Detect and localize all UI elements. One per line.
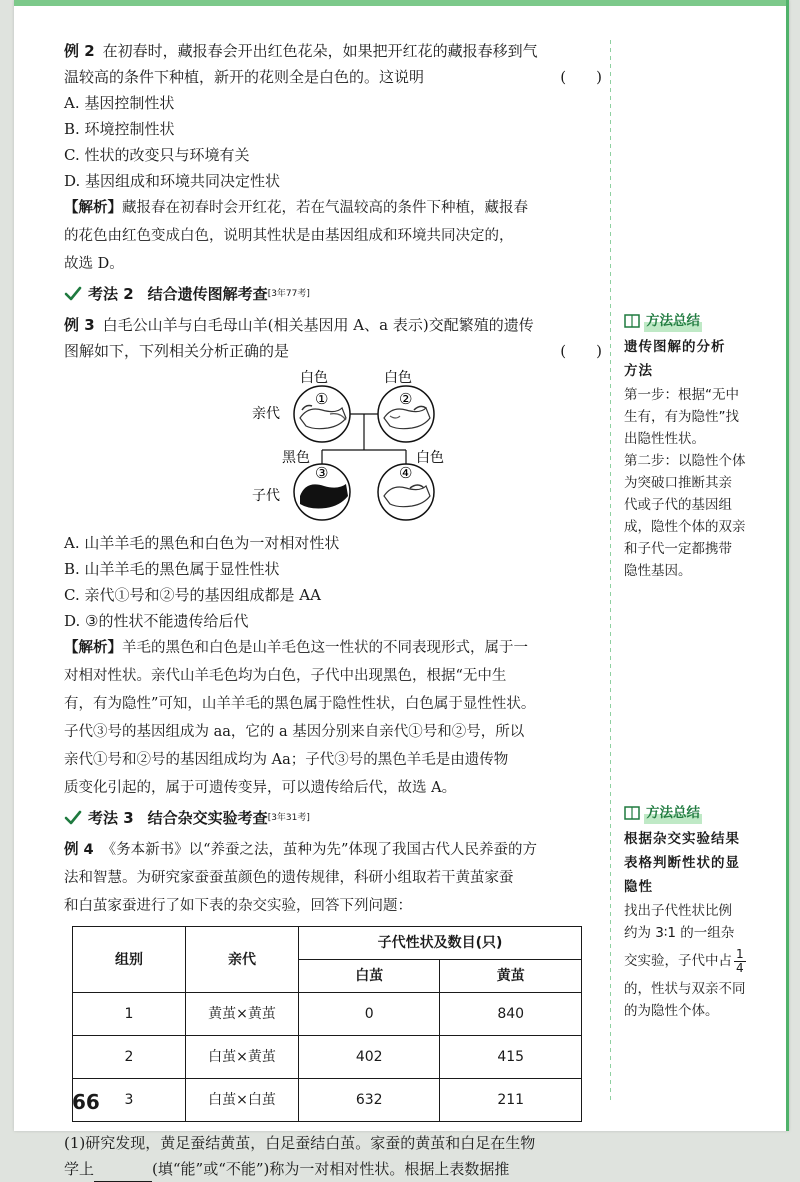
p1-number: ① [315, 390, 329, 408]
col-parent-header: 亲代 [186, 927, 299, 993]
table-row: 1 黄茧×黄茧 0 840 [73, 993, 582, 1036]
col-white-header: 白茧 [299, 960, 440, 993]
example4-label: 例 4 [64, 842, 94, 858]
c4-color-label: 白色 [416, 450, 444, 466]
example3-label: 例 3 [64, 316, 95, 334]
example2-option-a: A. 基因控制性状 [64, 94, 175, 112]
c3-color-label: 黑色 [282, 450, 310, 466]
p2-number: ② [399, 390, 413, 408]
textbook-page [14, 0, 789, 1178]
example2-option-d: D. 基因组成和环境共同决定性状 [64, 172, 281, 190]
example2-question: 例 2 在初春时，藏报春会开出红色花朵，如果把开红花的藏报春移到气 [64, 42, 538, 60]
example4-intro: 例 4 《务本新书》以“养蚕之法，茧种为先”体现了我国古代人民养蚕的方 法和智慧。为研究家蚕蚕茧颜色的遗传规律，科研小组取若干黄茧家蚕 和白茧家蚕进行了如下表的杂交实验，回答下列问题： [64, 842, 537, 914]
child-label: 子代 [252, 488, 280, 504]
book-icon [624, 314, 640, 328]
example3-analysis: 【解析】羊毛的黑色和白色是山羊毛色这一性状的不同表现形式，属于一 对相对性状。亲代山羊毛色均为白色，子代中出现黑色，根据“无中生 有，有为隐性”可知，山羊羊毛的黑色属于隐性性状，白色属于显性性状。 子代③号的基因组成为 aa，它的 a 基因分别来自亲代①号和②号，所以 亲代①号和②号的基因组成均为 Aa；子代③号的黑色羊毛是由遗传物 质变化引起的，属于可遗传变异，可以遗传给后代，故选 A。 [64, 640, 536, 796]
method-summary-head: 方法总结 [644, 310, 702, 332]
fraction-one-quarter: $\frac{1}{4}$ [736, 946, 744, 975]
page-number: 66 [72, 1090, 100, 1114]
parent-goat-2 [378, 386, 434, 442]
example3-question-line2: 图解如下，下列相关分析正确的是 ( ) [64, 342, 602, 360]
top-border [14, 0, 786, 6]
heredity-diagram-svg [64, 366, 604, 526]
col-yellow-header: 黄茧 [440, 960, 582, 993]
parent-label: 亲代 [252, 406, 280, 422]
example4-q1-line1: (1)研究发现，黄足蚕结黄茧，白足蚕结白茧。家蚕的黄茧和白足在生物 [64, 1134, 536, 1152]
answer-paren: ( ) [560, 68, 602, 86]
example3-question: 例 3 白毛公山羊与白毛母山羊(相关基因用 A、a 表示)交配繁殖的遗传 [64, 316, 534, 334]
method-summary-1: 方法总结 遗传图解的分析 方法 第一步：根据“无中 生有，有为隐性”找 出隐性性状。 第二步：以隐性个体 为突破口推断其亲 代或子代的基因组 成，隐性个体的双亲 和子代一定都携带 隐性基因。 [624, 310, 760, 582]
example4-q1-line2: 学上 (填“能”或“不能”)称为一对相对性状。根据上表数据推 [64, 1156, 604, 1182]
method-summary-2: 方法总结 根据杂交实验结果 表格判断性状的显 隐性 找出子代性状比例 约为 3∶1 的一组杂 交实验，子代中占 $\frac{1}{4}$ 的，性状与双亲不同 的为隐性个体。 [624, 802, 760, 1022]
p2-color-label: 白色 [384, 370, 412, 386]
example2-option-c: C. 性状的改变只与环境有关 [64, 146, 250, 164]
kaofa2-heading: 考法 2 结合遗传图解考查 [3年77考] [64, 280, 604, 308]
check-icon [64, 809, 82, 827]
example3-option-b: B. 山羊羊毛的黑色属于显性性状 [64, 560, 280, 578]
parent-goat-1 [294, 386, 350, 442]
book-icon [624, 806, 640, 820]
example2-analysis: 【解析】藏报春在初春时会开红花，若在气温较高的条件下种植，藏报春 的花色由红色变成白色，说明其性状是由基因组成和环境共同决定的， 故选 D。 [64, 200, 528, 272]
answer-blank[interactable] [94, 1163, 152, 1182]
sidebar-divider [610, 40, 611, 1100]
example2-option-b: B. 环境控制性状 [64, 120, 175, 138]
check-icon [64, 285, 82, 303]
p1-color-label: 白色 [300, 370, 328, 386]
main-column [64, 38, 604, 1182]
method-summary-head: 方法总结 [644, 802, 702, 824]
heredity-diagram [64, 366, 604, 526]
c3-number: ③ [315, 464, 329, 482]
example3-option-c: C. 亲代①号和②号的基因组成都是 AA [64, 586, 321, 604]
col-offspring-header: 子代性状及数目(只) [299, 927, 582, 960]
example2-question-line2: 温较高的条件下种植，新开的花则全是白色的。这说明 ( ) [64, 64, 604, 90]
kaofa3-heading: 考法 3 结合杂交实验考查 [3年31考] [64, 804, 604, 832]
child-goat-3 [294, 464, 350, 520]
table-row: 3 白茧×白茧 632 211 [73, 1079, 582, 1122]
col-group-header: 组别 [73, 927, 186, 993]
child-goat-4 [378, 464, 434, 520]
example2-label: 例 2 [64, 42, 95, 60]
example3-option-d: D. ③的性状不能遗传给后代 [64, 612, 249, 630]
table-row: 2 白茧×黄茧 402 415 [73, 1036, 582, 1079]
cross-experiment-table [72, 926, 582, 1122]
example3-option-a: A. 山羊羊毛的黑色和白色为一对相对性状 [64, 534, 340, 552]
c4-number: ④ [399, 464, 413, 482]
